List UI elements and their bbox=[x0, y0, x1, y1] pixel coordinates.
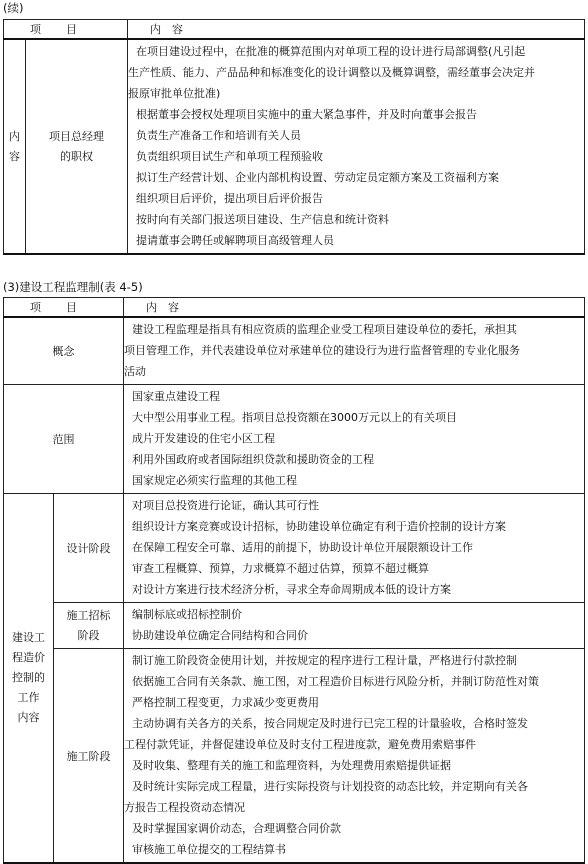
table1-header-row bbox=[4, 20, 585, 40]
content-line: 工程付款凭证，并督促建设单位及时支付工程进度款，避免费用索赔事件 bbox=[124, 738, 476, 751]
construction-stage-row bbox=[4, 649, 585, 864]
table2-header-row bbox=[4, 298, 585, 318]
bidding-stage-label-line: 施工招标 bbox=[66, 608, 111, 622]
table1-header-item: 项 目 bbox=[4, 20, 128, 40]
content-line: 对项目总投资进行论证，确认其可行性 bbox=[132, 499, 319, 512]
table1 bbox=[3, 19, 585, 255]
concept-row bbox=[4, 317, 585, 385]
table1-sublabel-cell bbox=[26, 39, 128, 254]
content-line: 拟订生产经营计划、企业内部机构设置、劳动定员定额方案及工资福利方案 bbox=[136, 171, 499, 184]
table2 bbox=[3, 297, 585, 864]
cost-control-label bbox=[4, 494, 54, 864]
content-line: 严格控制工程变更，力求减少变更费用 bbox=[132, 696, 319, 709]
scope-content-cell bbox=[124, 385, 585, 494]
table1-body-row bbox=[4, 39, 585, 254]
content-line: 主动协调有关各方的关系，按合同规定及时进行已完工程的计量验收，合格时签发 bbox=[132, 717, 528, 730]
table1-category-char: 内 bbox=[9, 129, 20, 143]
content-line: 生产性质、能力、产品品种和标准变化的设计调整以及概算调整，需经董事会决定并 bbox=[128, 66, 535, 79]
content-line: 依据施工合同有关条款、施工图，对工程造价目标进行风险分析，并制订防范性对策 bbox=[132, 675, 539, 688]
content-line: 活动 bbox=[124, 365, 146, 378]
cost-control-label-line: 内容 bbox=[17, 711, 40, 724]
content-line: 根据董事会授权处理项目实施中的重大紧急事件，并及时向董事会报告 bbox=[136, 108, 477, 121]
cost-control-label-line: 建设工 bbox=[12, 631, 45, 644]
design-stage-row bbox=[4, 494, 585, 603]
content-line: 审查工程概算、预算，力求概算不超过估算，预算不超过概算 bbox=[132, 562, 429, 575]
table1-caption: (续) bbox=[3, 1, 24, 15]
content-line: 国家规定必须实行监理的其他工程 bbox=[132, 474, 297, 487]
concept-content-cell bbox=[124, 317, 585, 385]
table1-category-char: 容 bbox=[9, 149, 20, 163]
table1-content-cell bbox=[128, 39, 585, 254]
content-line: 大中型公用事业工程。指项目总投资额在3000万元以上的有关项目 bbox=[132, 411, 457, 424]
concept-label: 概念 bbox=[4, 317, 124, 385]
table1-sublabel-line: 项目总经理 bbox=[49, 129, 104, 143]
cost-control-label-line: 程造价 bbox=[12, 651, 45, 664]
content-line: 编制标底或招标控制价 bbox=[132, 608, 242, 621]
content-line: 在保障工程安全可靠、适用的前提下，协助设计单位开展限额设计工作 bbox=[132, 541, 473, 554]
design-stage-label: 设计阶段 bbox=[54, 494, 124, 603]
content-line: 在项目建设过程中，在批准的概算范围内对单项工程的设计进行局部调整(凡引起 bbox=[136, 45, 526, 58]
table1-category-cell bbox=[4, 39, 26, 254]
table1-header-content: 内 容 bbox=[128, 20, 585, 40]
content-line: 项目管理工作，并代表建设单位对承建单位的建设行为进行监督管理的专业化服务 bbox=[124, 344, 520, 357]
table2-caption: (3)建设工程监理制(表 4-5) bbox=[3, 280, 143, 294]
content-line: 提请董事会聘任或解聘项目高级管理人员 bbox=[136, 234, 334, 247]
content-line: 及时掌握国家调价动态，合理调整合同价款 bbox=[132, 822, 341, 835]
content-line: 制订施工阶段资金使用计划，并按规定的程序进行工程计量，严格进行付款控制 bbox=[132, 654, 517, 667]
content-line: 方报告工程投资动态情况 bbox=[124, 801, 245, 814]
content-line: 负责组织项目试生产和单项工程预验收 bbox=[136, 150, 323, 163]
table1-sublabel-line: 的职权 bbox=[60, 149, 93, 163]
content-line: 组织项目后评价，提出项目后评价报告 bbox=[136, 192, 323, 205]
content-line: 利用外国政府或者国际组织贷款和援助资金的工程 bbox=[132, 453, 374, 466]
content-line: 按时向有关部门报送项目建设、生产信息和统计资料 bbox=[136, 213, 389, 226]
content-line: 审核施工单位提交的工程结算书 bbox=[132, 843, 286, 856]
content-line: 国家重点建设工程 bbox=[132, 390, 220, 403]
bidding-stage-label-line: 阶段 bbox=[77, 628, 100, 642]
construction-stage-label: 施工阶段 bbox=[54, 649, 124, 864]
content-line: 组织设计方案竞赛或设计招标，协助建设单位确定有利于造价控制的设计方案 bbox=[132, 520, 506, 533]
cost-control-label-line: 控制的 bbox=[12, 671, 45, 684]
table2-header-content: 内 容 bbox=[124, 298, 585, 318]
scope-label: 范围 bbox=[4, 385, 124, 494]
bidding-stage-row bbox=[4, 603, 585, 649]
design-stage-content-cell bbox=[124, 494, 585, 603]
bidding-stage-label bbox=[54, 603, 124, 649]
construction-stage-content-cell bbox=[124, 649, 585, 864]
content-line: 报原审批单位批准) bbox=[128, 87, 221, 100]
cost-control-label-line: 工作 bbox=[17, 691, 40, 704]
content-line: 成片开发建设的住宅小区工程 bbox=[132, 432, 275, 445]
scope-row bbox=[4, 385, 585, 494]
content-line: 及时收集、整理有关的施工和监理资料，为处理费用索赔提供证据 bbox=[132, 759, 451, 772]
content-line: 对设计方案进行技术经济分析，寻求全寿命周期成本低的设计方案 bbox=[132, 583, 451, 596]
content-line: 建设工程监理是指具有相应资质的监理企业受工程项目建设单位的委托，承担其 bbox=[132, 323, 517, 336]
bidding-stage-content-cell bbox=[124, 603, 585, 649]
content-line: 协助建设单位确定合同结构和合同价 bbox=[132, 629, 308, 642]
content-line: 及时统计实际完成工程量，进行实际投资与计划投资的动态比较，并定期向有关各 bbox=[132, 780, 528, 793]
content-line: 负责生产准备工作和培训有关人员 bbox=[136, 129, 301, 142]
table2-header-item: 项 目 bbox=[4, 298, 124, 318]
